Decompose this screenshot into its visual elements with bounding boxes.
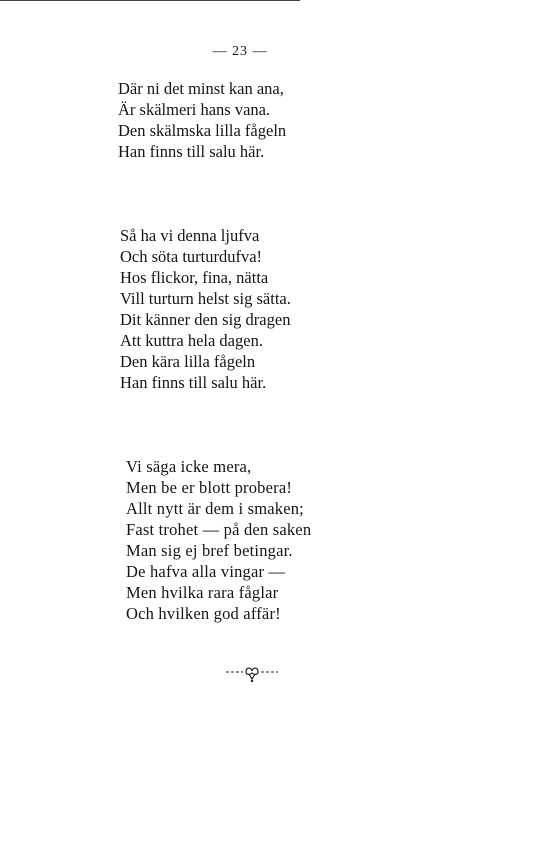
verse-line: Den kära lilla fågeln [120, 352, 256, 371]
page-number: — 23 — [212, 44, 268, 59]
verse-line: Så ha vi denna ljufva [120, 226, 260, 245]
verse-line: Vi säga icke mera, [126, 457, 252, 476]
verse-line: Han finns till salu här. [118, 142, 265, 161]
verse-line: Dit känner den sig dragen [120, 310, 291, 329]
fleuron-ornament-icon [224, 664, 280, 686]
stanza-3 [126, 456, 311, 624]
verse-line: Är skälmeri hans vana. [118, 100, 271, 119]
verse-line: Men hvilka rara fåglar [126, 583, 279, 602]
verse-line: Men be er blott probera! [126, 478, 293, 497]
verse-line: Att kuttra hela dagen. [120, 331, 263, 350]
verse-line: Den skälmska lilla fågeln [118, 121, 287, 140]
top-rule [0, 0, 300, 1]
stanza-1 [118, 78, 286, 162]
verse-line: Och hvilken god affär! [126, 604, 281, 623]
stanza-2 [120, 225, 291, 393]
verse-line: Vill turturn helst sig sätta. [120, 289, 291, 308]
verse-line: De hafva alla vingar — [126, 562, 286, 581]
verse-line: Man sig ej bref betingar. [126, 541, 293, 560]
verse-line: Han finns till salu här. [120, 373, 267, 392]
verse-line: Och söta turturdufva! [120, 247, 263, 266]
verse-line: Allt nytt är dem i smaken; [126, 499, 304, 518]
verse-line: Där ni det minst kan ana, [118, 79, 284, 98]
verse-line: Fast trohet — på den saken [126, 520, 312, 539]
verse-line: Hos flickor, fina, nätta [120, 268, 269, 287]
